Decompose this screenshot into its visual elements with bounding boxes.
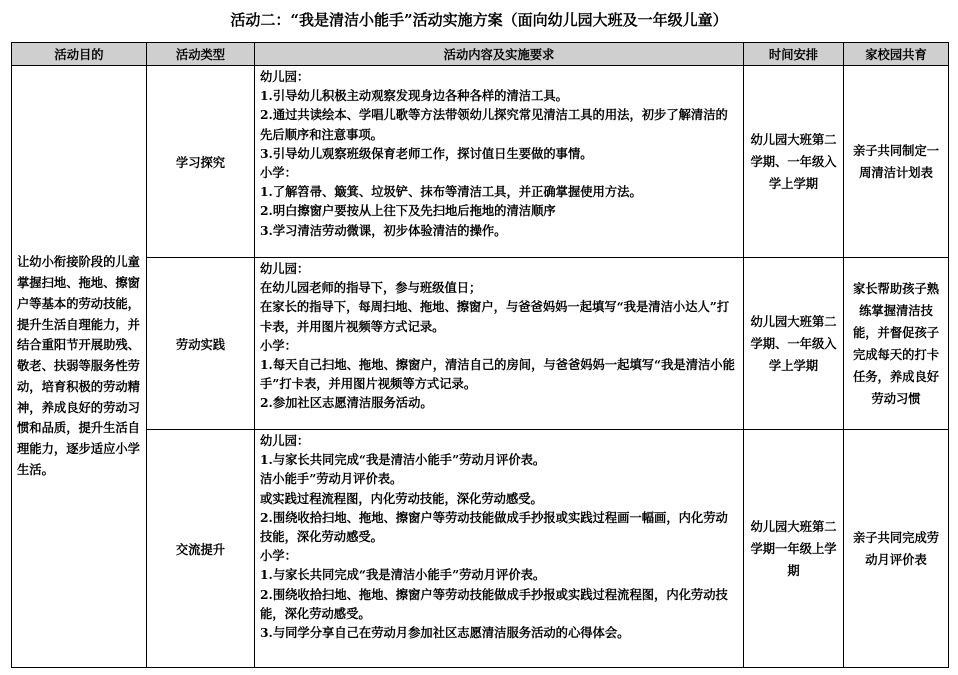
content-line: 在家长的指导下，每周扫地、拖地、擦窗户，与爸爸妈妈一起填写“我是清洁小达人”打卡表，并用图片视频等方式记录。 bbox=[260, 299, 730, 334]
header-goal: 活动目的 bbox=[12, 43, 147, 66]
header-type: 活动类型 bbox=[147, 43, 255, 66]
header-family: 家校园共育 bbox=[844, 43, 949, 66]
time-cell: 幼儿园大班第二学期一年级上学期 bbox=[744, 430, 844, 668]
table-row bbox=[12, 66, 949, 258]
content-line: 1.与家长共同完成“我是清洁小能手”劳动月评价表。 bbox=[260, 567, 546, 583]
table-header-row bbox=[12, 43, 949, 66]
header-content: 活动内容及实施要求 bbox=[255, 43, 744, 66]
content-line: 2.围绕收拾扫地、拖地、擦窗户等劳动技能做成手抄报或实践过程画一幅画，内化劳动技能，深化劳动感受。 bbox=[260, 509, 728, 545]
content-line: 在幼儿园老师的指导下，参与班级值日； bbox=[260, 280, 482, 296]
family-cell: 家长帮助孩子熟练掌握清洁技能，并督促孩子完成每天的打卡任务，养成良好劳动习惯 bbox=[844, 258, 949, 430]
content-line: 1.与家长共同完成“我是清洁小能手”劳动月评价表。 bbox=[260, 452, 546, 468]
content-line: 1.每天自己扫地、拖地、擦窗户，清洁自己的房间，与爸爸妈妈一起填写“我是清洁小能手”打卡表，并用图片视频等方式记录。 bbox=[260, 357, 735, 392]
activity-type-cell: 交流提升 bbox=[147, 430, 255, 668]
content-line: 或实践过程流程图，内化劳动技能，深化劳动感受。 bbox=[260, 490, 543, 506]
content-line: 幼儿园： bbox=[260, 261, 310, 276]
content-line: 3.学习清洁劳动微课，初步体验清洁的操作。 bbox=[260, 222, 507, 238]
table-row bbox=[12, 258, 949, 430]
content-line: 小学： bbox=[260, 165, 297, 181]
content-line: 2.参加社区志愿清洁服务活动。 bbox=[260, 395, 433, 411]
document-title: 活动二：“我是清洁小能手”活动实施方案（面向幼儿园大班及一年级儿童） bbox=[230, 11, 728, 29]
activity-type-cell: 学习探究 bbox=[147, 66, 255, 258]
time-cell: 幼儿园大班第二学期、一年级入学上学期 bbox=[744, 66, 844, 258]
table-row bbox=[12, 430, 949, 668]
family-cell: 亲子共同完成劳动月评价表 bbox=[844, 430, 949, 668]
content-line: 1.引导幼儿积极主动观察发现身边各种各样的清洁工具。 bbox=[260, 88, 568, 104]
content-line: 洁小能手”劳动月评价表。 bbox=[260, 471, 403, 487]
content-line: 2.通过共读绘本、学唱儿歌等方法带领幼儿探究常见清洁工具的用法，初步了解清洁的先后顺序和注意事项。 bbox=[260, 107, 728, 142]
activity-content-cell bbox=[255, 66, 744, 258]
activity-type-cell: 劳动实践 bbox=[147, 258, 255, 430]
content-line: 2.明白擦窗户要按从上往下及先扫地后拖地的清洁顺序 bbox=[260, 203, 556, 219]
content-line: 幼儿园： bbox=[260, 69, 310, 84]
activity-plan-table bbox=[11, 42, 949, 668]
content-line: 1.了解笤帚、簸箕、垃圾铲、抹布等清洁工具，并正确掌握使用方法。 bbox=[260, 184, 642, 200]
family-cell: 亲子共同制定一周清洁计划表 bbox=[844, 66, 949, 258]
activity-content-cell bbox=[255, 430, 744, 668]
content-line: 3.与同学分享自己在劳动月参加社区志愿清洁服务活动的心得体会。 bbox=[260, 625, 630, 641]
content-line: 幼儿园： bbox=[260, 433, 310, 448]
activity-goal-cell: 让幼小衔接阶段的儿童掌握扫地、拖地、擦窗户等基本的劳动技能，提升生活自理能力，并结合重阳节开展助残、敬老、扶弱等服务性劳动，培育积极的劳动精神，养成良好的劳动习惯和品质，提升生活自理能力，逐步适应小学生活。 bbox=[12, 66, 147, 668]
activity-content-cell bbox=[255, 258, 744, 430]
content-line: 小学： bbox=[260, 548, 297, 564]
content-line: 3.引导幼儿观察班级保育老师工作，探讨值日生要做的事情。 bbox=[260, 145, 593, 161]
time-cell: 幼儿园大班第二学期、一年级入学上学期 bbox=[744, 258, 844, 430]
content-line: 2.围绕收拾扫地、拖地、擦窗户等劳动技能做成手抄报或实践过程流程图，内化劳动技能，深化劳动感受。 bbox=[260, 586, 728, 621]
content-line: 小学： bbox=[260, 337, 297, 353]
header-time: 时间安排 bbox=[744, 43, 844, 66]
